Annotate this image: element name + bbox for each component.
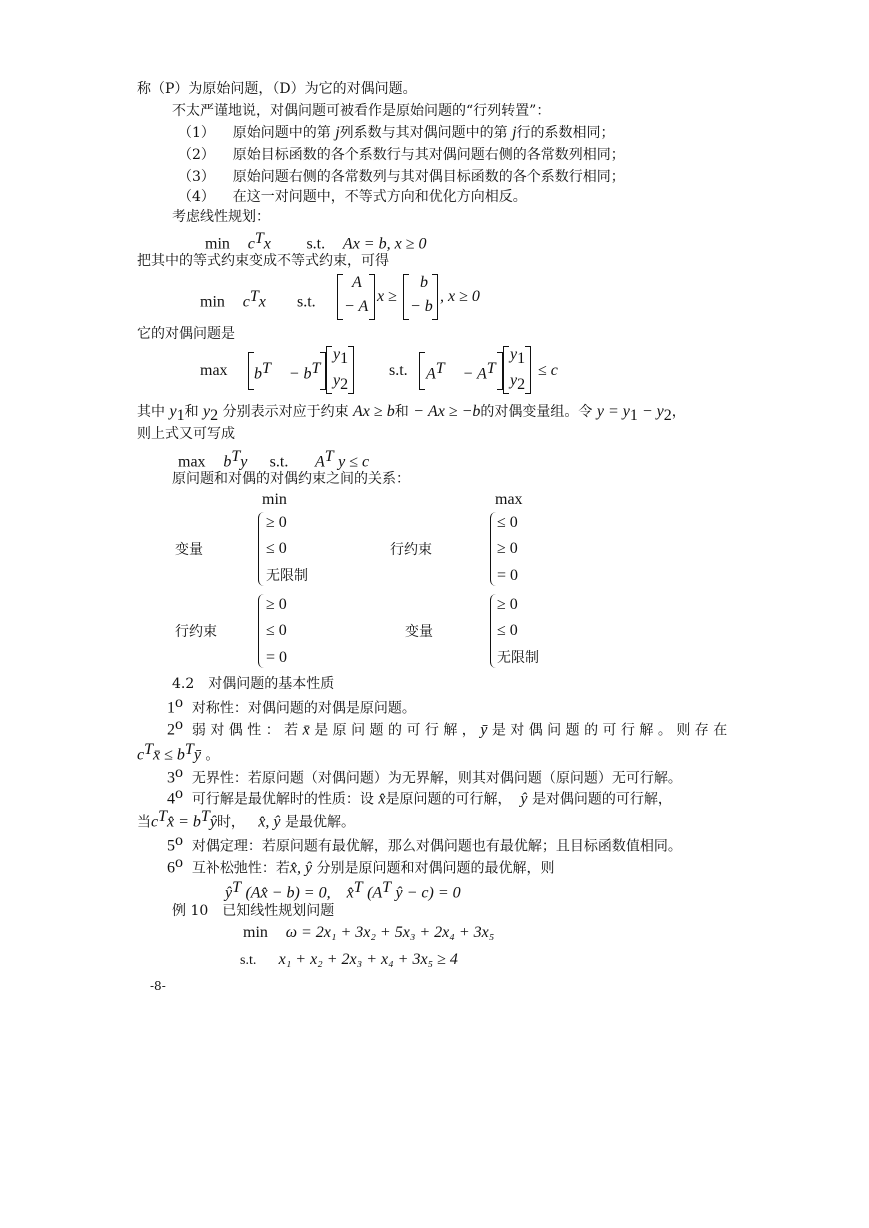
property-2-ineq: $c^Tx̄$ ≤ $b^Tȳ$ 。 [137,741,220,764]
example-heading: 例 10 已知线性规划问题 [172,903,335,919]
example-constraint: s.t. x₁ + x₂ + 2x₃ + x₄ + 3x₅ ≥ 4 [240,951,458,968]
table-cell: ≥ 0 [266,596,287,613]
page-number: -8- [150,979,166,993]
property-6: 6$^o$ 互补松弛性：若x̂, ŷ 分别是原问题和对偶问题的最优解，则 [167,854,555,877]
equation-part: , x ≥ 0 [440,288,480,305]
matrix-cell: A [352,274,362,291]
table-cell: ≤ 0 [497,622,518,639]
table-cell: ≤ 0 [266,540,287,557]
equation-part: max [200,362,228,379]
property-2: 2$^o$ 弱 对 偶 性 ： 若 x̄ 是 原 问 题 的 可 行 解 ， ȳ 是 对 偶 问 题 的 可 行 解 。 则 存 在 [167,716,728,739]
property-4-cond: 当$c^Tx̂$ = $b^Tŷ$时， x̂, ŷ 是最优解。 [137,808,355,831]
table-cell: = 0 [266,649,288,666]
bracket-right [369,274,375,320]
equation-dual: max $b^Ty$ s.t. $A^T$ y ≤ c [178,448,370,471]
matrix-cell: − A [344,298,369,315]
equation-lp: min $c^Tx$ s.t. Ax = b, x ≥ 0 [205,230,427,253]
bracket-left [337,274,343,320]
text-line: 则上式又可写成 [137,426,235,442]
matrix-cell: $y_1$ [333,346,349,367]
table-cell: 无限制 [497,650,539,666]
equation-part: ≤ c [538,362,558,379]
equation-ineq: min $c^Tx$ s.t. [200,288,316,311]
table-label-variable: 变量 [405,624,433,640]
table-header-max: max [495,491,523,508]
text-line: 考虑线性规划： [172,209,270,225]
equation-part: s.t. [389,362,408,379]
matrix-cell: $y_1$ [510,346,526,367]
bracket-left [503,346,509,394]
property-4: 4$^o$ 可行解是最优解时的性质：设 x̂是原问题的可行解， ŷ 是对偶问题的可行解， [167,785,672,808]
matrix-cell: $y_2$ [510,372,526,393]
bracket-right [348,346,354,394]
matrix-cell: b [420,274,428,291]
matrix-cell: $y_2$ [333,372,349,393]
table-label-row-constraint: 行约束 [175,624,217,640]
list-item: （3） 原始问题右侧的各常数列与其对偶目标函数的各个系数行相同； [178,169,625,185]
bracket-right [525,346,531,394]
section-heading: 4.2 对偶问题的基本性质 [172,676,335,692]
table-cell: ≥ 0 [497,596,518,613]
property-5: 5$^o$ 对偶定理：若原问题有最优解，那么对偶问题也有最优解；且目标函数值相同。 [167,832,682,855]
bracket-right [432,274,438,320]
text-line: 其中 $y_1$和 $y_2$ 分别表示对应于约束 Ax ≥ b和 − Ax ≥ −b的对偶变量组。令 $y = y_1 - y_2$， [137,403,686,424]
brace [490,594,497,668]
bracket-left [403,274,409,320]
table-label-variable: 变量 [175,542,203,558]
bracket-left [419,352,425,390]
matrix-cell: − b [410,298,433,315]
table-cell: ≥ 0 [266,514,287,531]
table-header-min: min [262,491,287,508]
brace [490,512,497,586]
brace [258,512,265,586]
complementary-slackness-eq: $ŷ^T$ (Ax̂ − b) = 0, x̂$^T$ ($A^T$ ŷ − c) = 0 [225,879,461,902]
text-line: 不太严谨地说，对偶问题可被看作是原始问题的“行列转置”： [172,103,551,119]
bracket-left [326,346,332,394]
table-cell: ≥ 0 [497,540,518,557]
brace [258,594,265,668]
table-cell: 无限制 [266,568,308,584]
property-1: 1$^o$ 对称性：对偶问题的对偶是原问题。 [167,694,416,717]
text-line: 把其中的等式约束变成不等式约束，可得 [137,253,389,269]
property-3: 3$^o$ 无界性：若原问题（对偶问题）为无界解，则其对偶问题（原问题）无可行解。 [167,764,682,787]
row-vector: $b^T$ − $b^T$ [254,360,321,383]
text-line: 原问题和对偶的对偶约束之间的关系： [172,471,410,487]
text-line: 它的对偶问题是 [137,326,235,342]
example-objective: min ω = 2x₁ + 3x₂ + 5x₃ + 2x₄ + 3x₅ [243,924,495,941]
table-cell: ≤ 0 [266,622,287,639]
table-label-row-constraint: 行约束 [390,542,432,558]
row-vector: $A^T$ − $A^T$ [426,360,496,383]
equation-part: x ≥ [377,288,397,305]
list-item: （2） 原始目标函数的各个系数行与其对偶问题右侧的各常数列相同； [178,147,625,163]
list-item: （4） 在这一对问题中，不等式方向和优化方向相反。 [178,189,527,205]
list-item: （1） 原始问题中的第 j列系数与其对偶问题中的第 j行的系数相同； [178,124,615,141]
text-line: 称（P）为原始问题，（D）为它的对偶问题。 [137,81,417,97]
table-cell: ≤ 0 [497,514,518,531]
table-cell: = 0 [497,567,519,584]
